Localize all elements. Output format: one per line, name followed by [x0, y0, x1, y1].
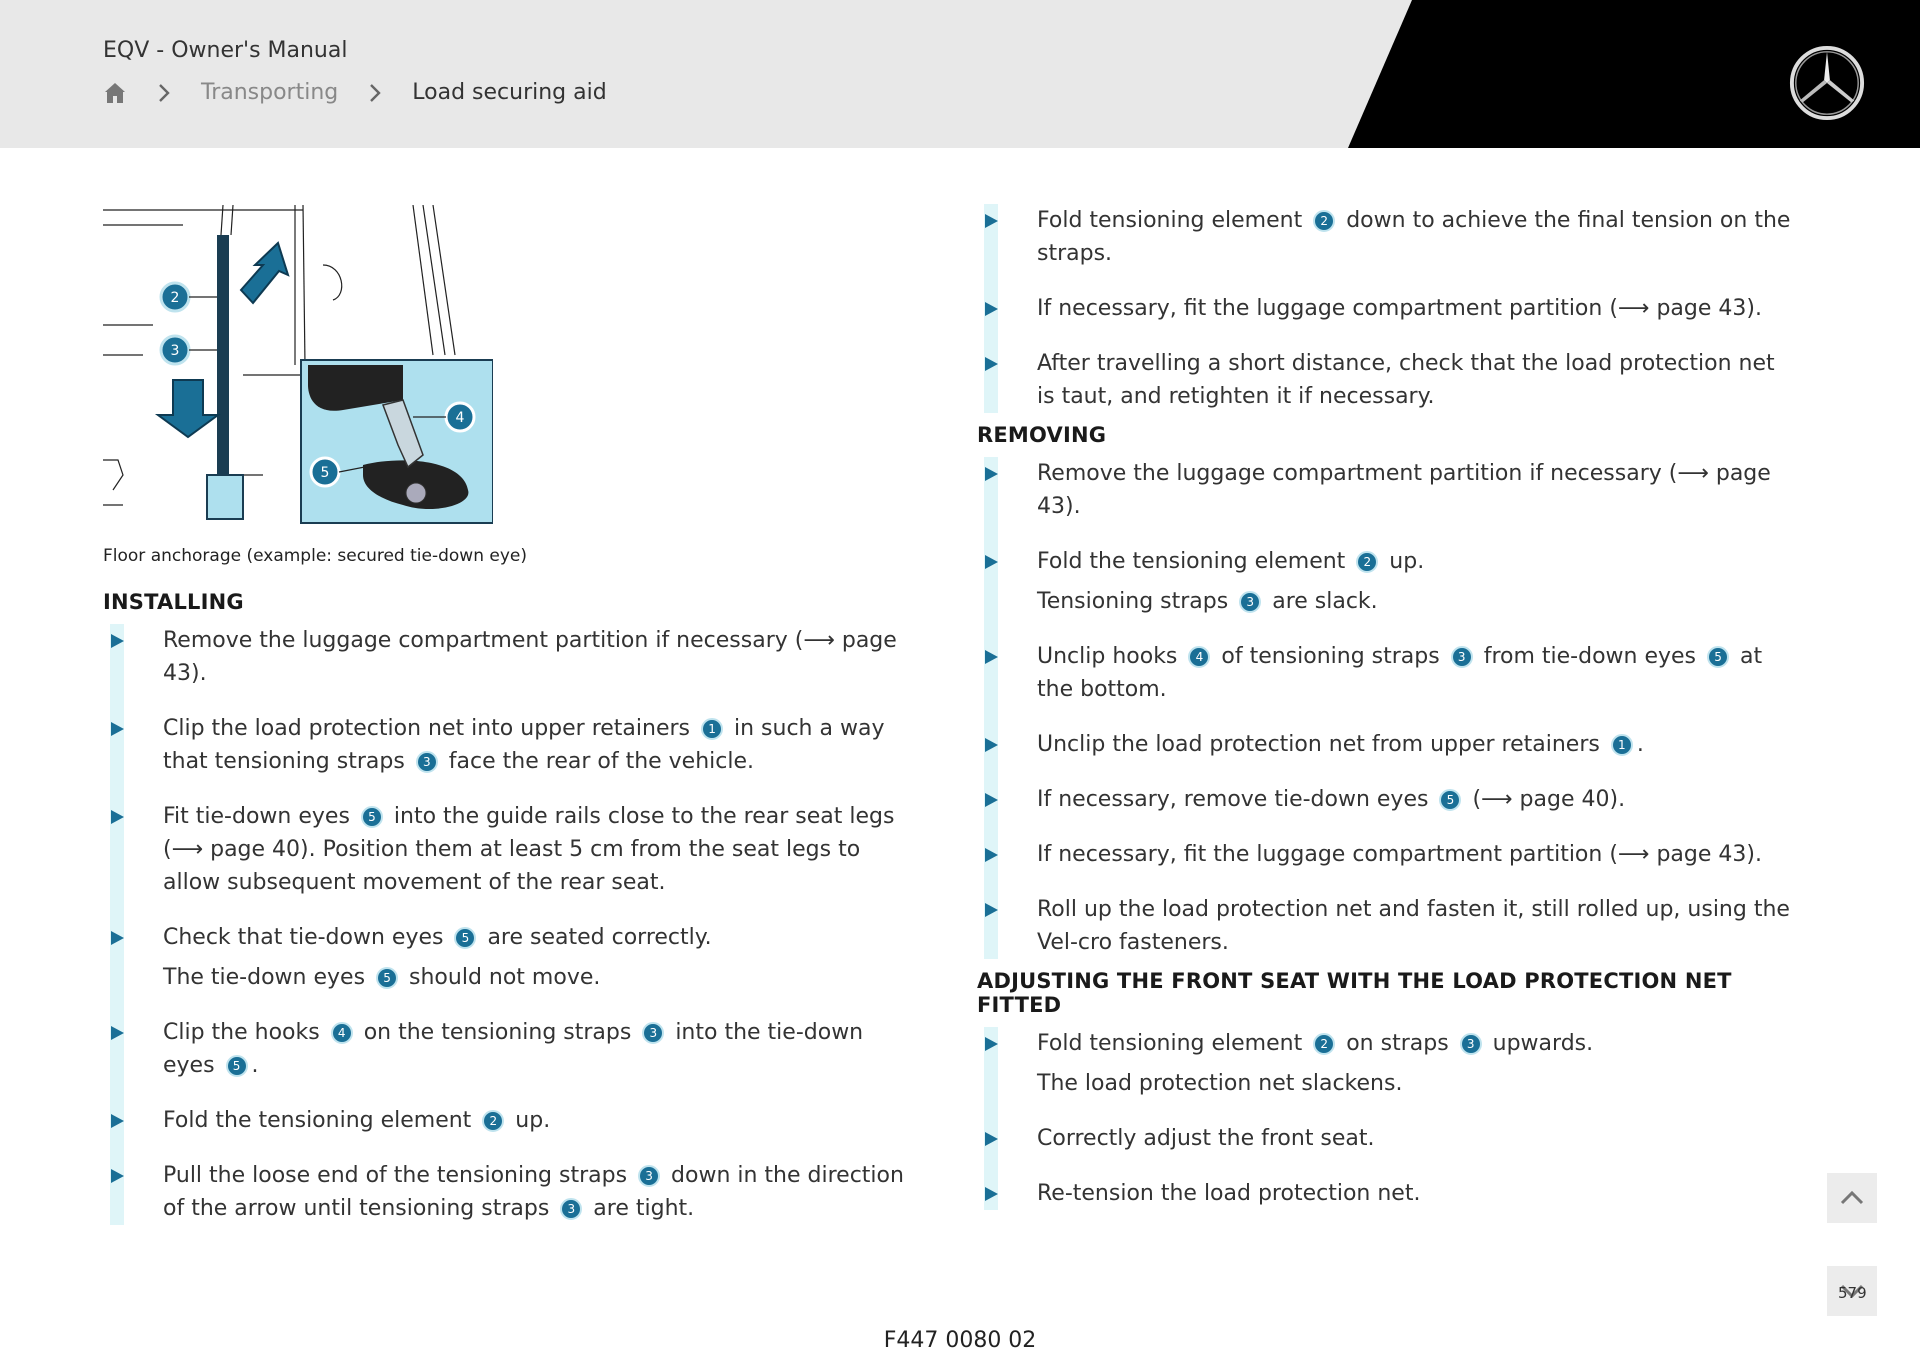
instruction-step: [977, 1122, 1797, 1155]
step-text: on straps: [1339, 1031, 1456, 1056]
callout-badge: 3: [642, 1022, 664, 1044]
step-text: Clip the hooks: [163, 1020, 327, 1045]
step-text: If necessary, remove tie-down eyes: [1037, 787, 1436, 812]
removing-steps: [977, 457, 1797, 959]
callout-badge: 3: [1460, 1033, 1482, 1055]
step-text: Tensioning straps: [1037, 589, 1236, 614]
installing-heading: INSTALLING: [103, 590, 244, 614]
step-arrow-icon: [985, 793, 998, 807]
chevron-right-icon: [153, 82, 175, 104]
callout-badge: 3: [1239, 591, 1261, 613]
step-text: at the bottom.: [1037, 644, 1763, 702]
step-text: Unclip the load protection net from upper retainers: [1037, 732, 1607, 757]
breadcrumb: [103, 80, 607, 105]
document-title: EQV - Owner's Manual: [103, 38, 348, 63]
header-black-panel: [0, 0, 1920, 148]
step-text: Fold the tensioning element: [163, 1108, 479, 1133]
instruction-step: [103, 1016, 913, 1082]
step-text: Unclip hooks: [1037, 644, 1185, 669]
step-text: .: [1636, 732, 1644, 757]
step-text: If necessary, fit the luggage compartment partition (⟶ page 43).: [1037, 842, 1762, 867]
step-text: The tie-down eyes: [163, 965, 373, 990]
step-arrow-icon: [985, 903, 998, 917]
instruction-step: [977, 545, 1797, 618]
step-text: Remove the luggage compartment partition if necessary (⟶ page 43).: [163, 628, 897, 686]
step-text: .: [251, 1053, 259, 1078]
callout-badge: 2: [482, 1110, 504, 1132]
step-arrow-icon: [985, 302, 998, 316]
step-arrow-icon: [985, 357, 998, 371]
step-arrow-icon: [985, 467, 998, 481]
step-text: into the tie-down eyes: [163, 1020, 864, 1078]
step-text: If necessary, fit the luggage compartment partition (⟶ page 43).: [1037, 296, 1762, 321]
step-content: [1037, 351, 1775, 409]
figure-code: F447 0080 02: [883, 1328, 1037, 1353]
instruction-step: [977, 893, 1797, 959]
step-text: Roll up the load protection net and fasten it, still rolled up, using the Vel-cro fasteners.: [1037, 897, 1790, 955]
step-arrow-icon: [111, 1114, 124, 1128]
step-content: [1037, 1031, 1593, 1056]
step-arrow-icon: [111, 634, 124, 648]
step-text: Fold the tensioning element: [1037, 549, 1353, 574]
step-text: from tie-down eyes: [1476, 644, 1704, 669]
step-text: upwards.: [1485, 1031, 1594, 1056]
step-content: [163, 716, 884, 774]
callout-3: 3: [170, 343, 180, 359]
step-text: are slack.: [1265, 589, 1378, 614]
callout-badge: 3: [638, 1165, 660, 1187]
step-arrow-icon: [111, 1026, 124, 1040]
step-arrow-icon: [985, 555, 998, 569]
step-text: The load protection net slackens.: [1037, 1071, 1403, 1096]
instruction-step: [977, 728, 1797, 761]
left-column: [103, 205, 913, 1225]
installing-continued-steps: [977, 204, 1797, 413]
callout-badge: 5: [376, 967, 398, 989]
adjusting-steps: [977, 1027, 1797, 1210]
step-bar: [984, 457, 998, 959]
step-text: of tensioning straps: [1214, 644, 1447, 669]
callout-badge: 1: [1611, 734, 1633, 756]
callout-badge: 5: [1707, 646, 1729, 668]
floor-anchorage-illustration: [103, 205, 493, 525]
instruction-step: [977, 1177, 1797, 1210]
step-text: Pull the loose end of the tensioning straps: [163, 1163, 635, 1188]
step-arrow-icon: [985, 848, 998, 862]
step-content: [1037, 208, 1790, 266]
step-result: [163, 961, 913, 994]
step-content: [1037, 644, 1762, 702]
instruction-step: [103, 712, 913, 778]
step-text: should not move.: [402, 965, 601, 990]
step-content: [1037, 1126, 1375, 1151]
instruction-step: [977, 1027, 1797, 1100]
instruction-step: [977, 347, 1797, 413]
step-arrow-icon: [985, 1132, 998, 1146]
step-text: (⟶ page 40).: [1465, 787, 1626, 812]
step-arrow-icon: [111, 1169, 124, 1183]
callout-badge: 4: [331, 1022, 353, 1044]
page-header: [0, 0, 1920, 148]
instruction-step: [103, 1104, 913, 1137]
step-content: [1037, 1181, 1420, 1206]
callout-badge: 3: [1451, 646, 1473, 668]
step-text: up.: [1382, 549, 1425, 574]
callout-badge: 2: [1356, 551, 1378, 573]
instruction-step: [103, 1159, 913, 1225]
figure-caption: Floor anchorage (example: secured tie-down eye): [103, 546, 527, 566]
callout-badge: 5: [1439, 789, 1461, 811]
step-content: [163, 925, 712, 950]
step-content: [1037, 549, 1424, 574]
step-result: [1037, 1067, 1797, 1100]
step-arrow-icon: [111, 931, 124, 945]
step-text: face the rear of the vehicle.: [441, 749, 755, 774]
step-text: on the tensioning straps: [356, 1020, 639, 1045]
step-arrow-icon: [111, 722, 124, 736]
step-text: are seated correctly.: [480, 925, 712, 950]
breadcrumb-current: Load securing aid: [412, 80, 607, 105]
step-arrow-icon: [985, 1187, 998, 1201]
step-content: [1037, 461, 1771, 519]
callout-badge: 2: [1313, 1033, 1335, 1055]
step-text: in such a way that tensioning straps: [163, 716, 885, 774]
callout-badge: 1: [701, 718, 723, 740]
home-icon[interactable]: [103, 81, 127, 105]
chevron-right-icon: [364, 82, 386, 104]
callout-4: 4: [455, 410, 465, 426]
chevron-up-icon: [1827, 1173, 1877, 1223]
instruction-step: [977, 640, 1797, 706]
callout-badge: 5: [361, 806, 383, 828]
step-content: [1037, 842, 1762, 867]
callout-badge: 3: [560, 1198, 582, 1220]
callout-badge: 3: [416, 751, 438, 773]
step-content: [1037, 897, 1790, 955]
right-column: [977, 204, 1797, 1210]
instruction-step: [977, 838, 1797, 871]
callout-badge: 4: [1188, 646, 1210, 668]
step-arrow-icon: [985, 1037, 998, 1051]
step-text: up.: [508, 1108, 551, 1133]
step-content: [163, 1163, 904, 1221]
step-text: Fold tensioning element: [1037, 1031, 1310, 1056]
instruction-step: [103, 921, 913, 994]
mercedes-star-logo[interactable]: [1788, 44, 1866, 122]
step-arrow-icon: [111, 810, 124, 824]
installing-steps: [103, 624, 913, 1225]
instruction-step: [977, 292, 1797, 325]
step-text: down in the direction of the arrow until tensioning straps: [163, 1163, 904, 1221]
step-arrow-icon: [985, 650, 998, 664]
removing-heading: REMOVING: [977, 423, 1107, 447]
callout-badge: 2: [1313, 210, 1335, 232]
step-arrow-icon: [985, 214, 998, 228]
step-content: [163, 804, 894, 895]
step-content: [163, 1020, 863, 1078]
step-text: into the guide rails close to the rear seat legs (⟶ page 40). Position them at least 5 cm from the seat legs to allow subsequent movement of the rear seat.: [163, 804, 895, 895]
step-content: [1037, 732, 1644, 757]
breadcrumb-link-transporting[interactable]: Transporting: [201, 80, 339, 105]
callout-2: 2: [170, 290, 180, 306]
step-content: [1037, 296, 1762, 321]
step-arrow-icon: [985, 738, 998, 752]
step-text: Correctly adjust the front seat.: [1037, 1126, 1375, 1151]
step-text: Re-tension the load protection net.: [1037, 1181, 1421, 1206]
step-text: Check that tie-down eyes: [163, 925, 451, 950]
step-text: Remove the luggage compartment partition if necessary (⟶ page 43).: [1037, 461, 1771, 519]
step-text: down to achieve the final tension on the straps.: [1037, 208, 1791, 266]
callout-badge: 5: [454, 927, 476, 949]
instruction-step: [103, 800, 913, 899]
step-text: Fold tensioning element: [1037, 208, 1310, 233]
instruction-step: [977, 783, 1797, 816]
scroll-up-button[interactable]: [1827, 1173, 1877, 1223]
step-content: [163, 628, 897, 686]
instruction-step: [977, 457, 1797, 523]
step-text: Clip the load protection net into upper retainers: [163, 716, 698, 741]
step-text: are tight.: [586, 1196, 695, 1221]
step-text: After travelling a short distance, check that the load protection net is taut, and retighten it if necessary.: [1037, 351, 1775, 409]
page-number: 579: [1838, 1284, 1867, 1302]
step-result: [1037, 585, 1797, 618]
instruction-step: [103, 624, 913, 690]
instruction-step: [977, 204, 1797, 270]
callout-badge: 5: [226, 1055, 248, 1077]
callout-5: 5: [320, 465, 330, 481]
step-content: [163, 1108, 550, 1133]
adjusting-heading: ADJUSTING THE FRONT SEAT WITH THE LOAD PROTECTION NET FITTED: [977, 969, 1732, 1017]
step-content: [1037, 787, 1625, 812]
step-text: Fit tie-down eyes: [163, 804, 357, 829]
